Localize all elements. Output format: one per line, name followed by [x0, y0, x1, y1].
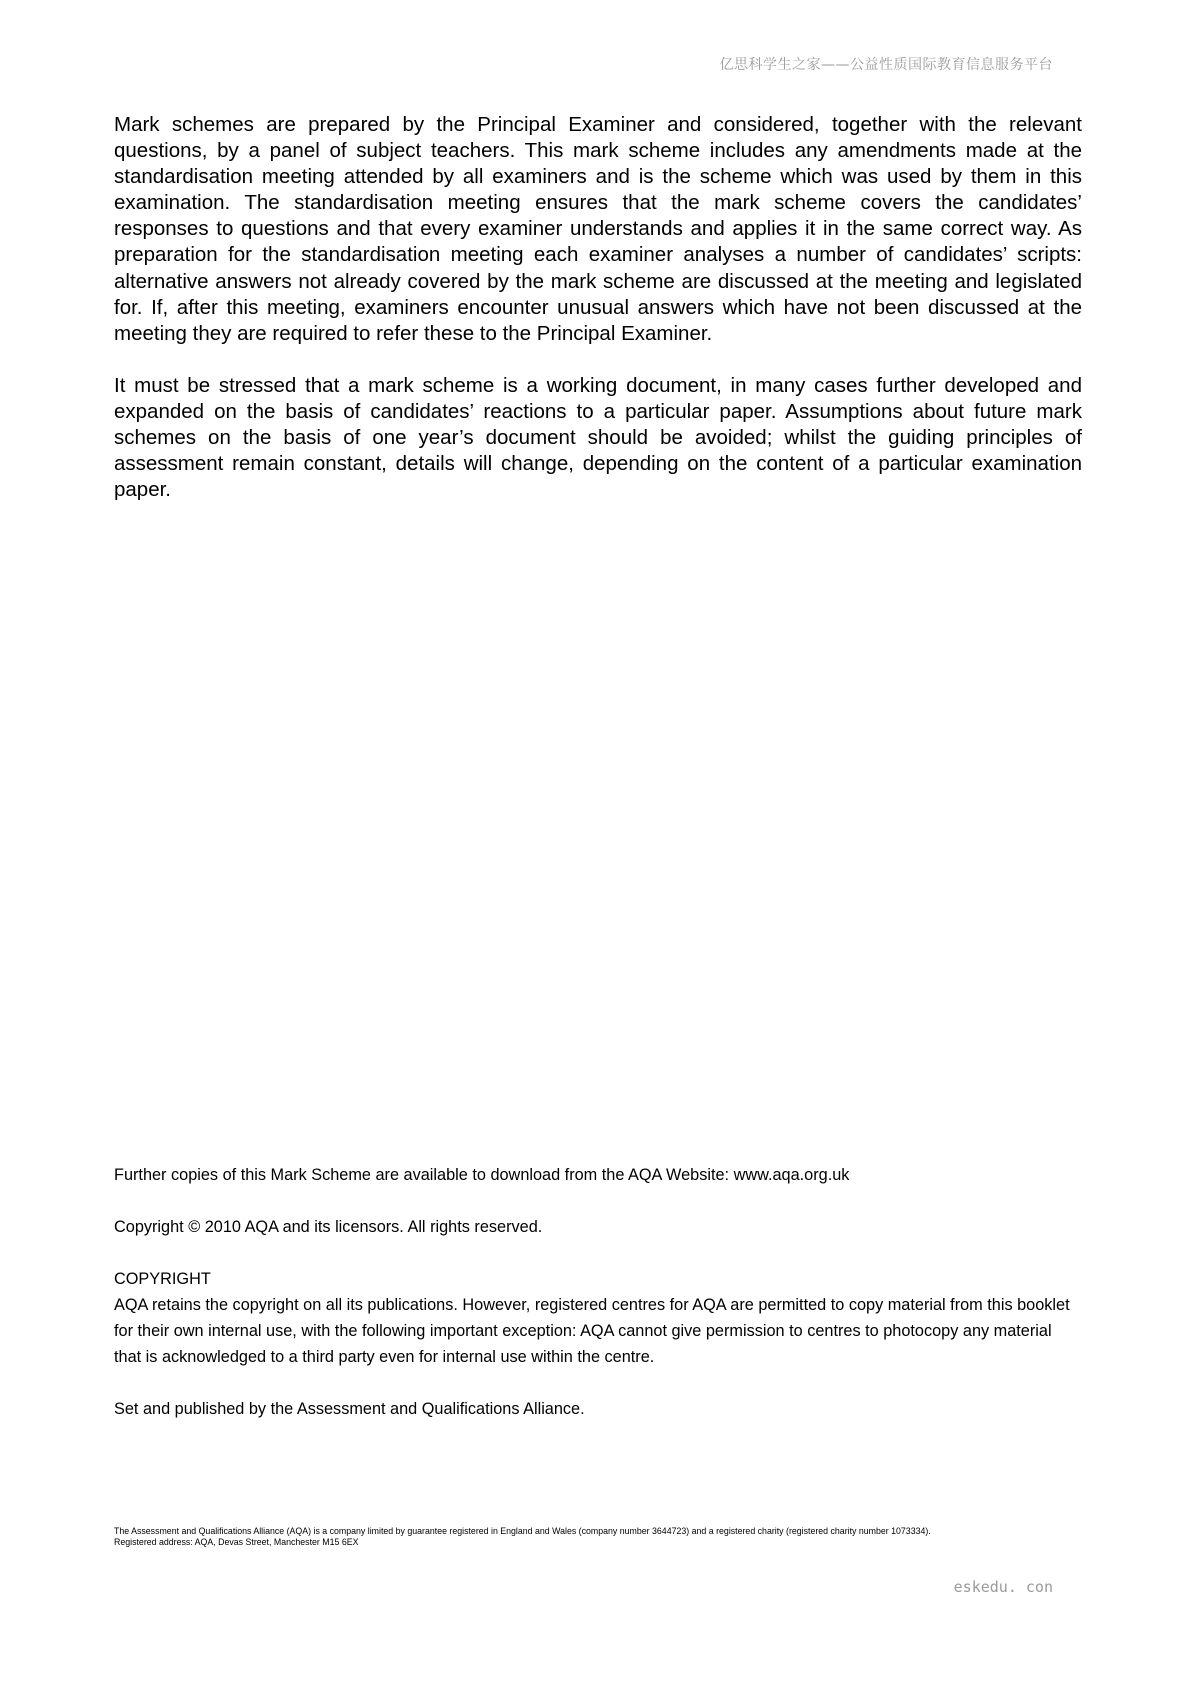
footer-watermark: eskedu. con	[953, 1578, 1053, 1596]
company-registration-line: The Assessment and Qualifications Alliance (AQA) is a company limited by guarantee registered in England and Wales (company number 3644723) and a registered charity (registered charity number 1073334).	[114, 1526, 931, 1536]
registered-address-line: Registered address: AQA, Devas Street, Manchester M15 6EX	[114, 1537, 359, 1547]
published-by-text: Set and published by the Assessment and Qualifications Alliance.	[114, 1400, 585, 1418]
copyright-line: Copyright © 2010 AQA and its licensors. All rights reserved.	[114, 1218, 543, 1236]
copyright-block	[114, 1162, 1082, 1422]
paragraph-working-document: It must be stressed that a mark scheme is a working document, in many cases further developed and expanded on the basis of candidates’ reactions to a particular paper. Assumptions about future mark schemes on the basis of one year’s document should be avoided; whilst the guiding principles of assessment remain constant, details will change, depending on the content of a particular examination paper.	[114, 373, 1082, 502]
legal-footer	[114, 1526, 1082, 1548]
header-watermark: 亿思科学生之家——公益性质国际教育信息服务平台	[719, 57, 1053, 73]
further-copies-text: Further copies of this Mark Scheme are available to download from the AQA Website: www.aqa.org.uk	[114, 1166, 850, 1184]
paragraph-mark-schemes: Mark schemes are prepared by the Principal Examiner and considered, together with the relevant questions, by a panel of subject teachers. This mark scheme includes any amendments made at the standardisation meeting attended by all examiners and is the scheme which was used by them in this examination. The standardisation meeting ensures that the mark scheme covers the candidates’ responses to questions and that every examiner understands and applies it in the same correct way. As preparation for the standardisation meeting each examiner analyses a number of candidates’ scripts: alternative answers not already covered by the mark scheme are discussed at the meeting and legislated for. If, after this meeting, examiners encounter unusual answers which have not been discussed at the meeting they are required to refer these to the Principal Examiner.	[114, 113, 1082, 345]
copyright-heading: COPYRIGHT	[114, 1270, 211, 1288]
main-text	[114, 112, 1082, 503]
copyright-notice: AQA retains the copyright on all its publications. However, registered centres for AQA are permitted to copy material from this booklet for their own internal use, with the following important exception: AQA cannot give permission to centres to photocopy any material that is acknowledged to a third party even for internal use within the centre.	[114, 1296, 1070, 1366]
